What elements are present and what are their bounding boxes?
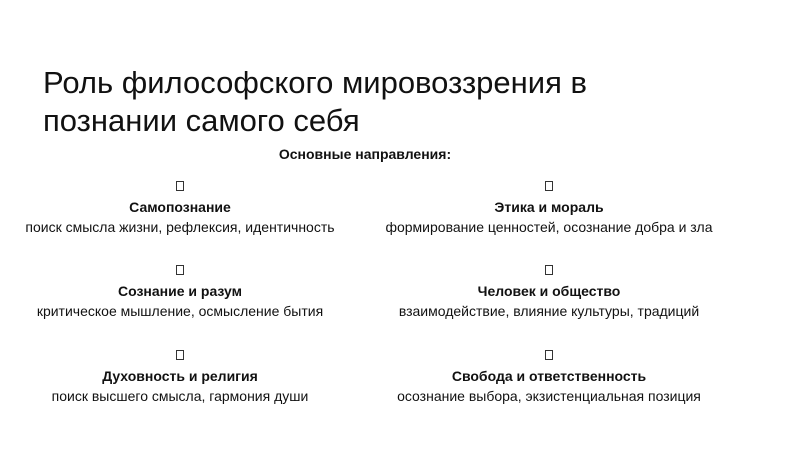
direction-name: Свобода и ответственность — [451, 368, 647, 384]
placeholder-glyph-icon — [545, 181, 553, 191]
direction-name: Духовность и религия — [102, 368, 258, 384]
placeholder-glyph-icon — [545, 350, 553, 360]
direction-description: осознание выбора, экзистенциальная позиция — [397, 388, 701, 404]
placeholder-glyph-icon — [176, 265, 184, 275]
direction-description: поиск смысла жизни, рефлексия, идентичность — [25, 219, 335, 235]
direction-item-ethics — [369, 181, 729, 237]
direction-item-consciousness — [0, 265, 360, 321]
direction-name: Сознание и разум — [118, 283, 242, 299]
direction-description: взаимодействие, влияние культуры, традиций — [398, 303, 700, 319]
direction-item-freedom — [369, 350, 729, 406]
placeholder-glyph-icon — [545, 265, 553, 275]
placeholder-glyph-icon — [176, 350, 184, 360]
direction-item-society — [369, 265, 729, 321]
direction-name: Этика и мораль — [494, 199, 604, 215]
direction-name: Самопознание — [129, 199, 231, 215]
direction-description: формирование ценностей, осознание добра и зла — [385, 219, 713, 235]
direction-name: Человек и общество — [477, 283, 621, 299]
placeholder-glyph-icon — [176, 181, 184, 191]
direction-item-spirituality — [0, 350, 360, 406]
slide-subtitle: Основные направления: — [278, 146, 452, 162]
direction-item-self-knowledge — [0, 181, 360, 237]
direction-description: критическое мышление, осмысление бытия — [36, 303, 324, 319]
slide-title: Роль философского мировоззрения в познании самого себя — [43, 65, 587, 138]
direction-description: поиск высшего смысла, гармония души — [51, 388, 309, 404]
